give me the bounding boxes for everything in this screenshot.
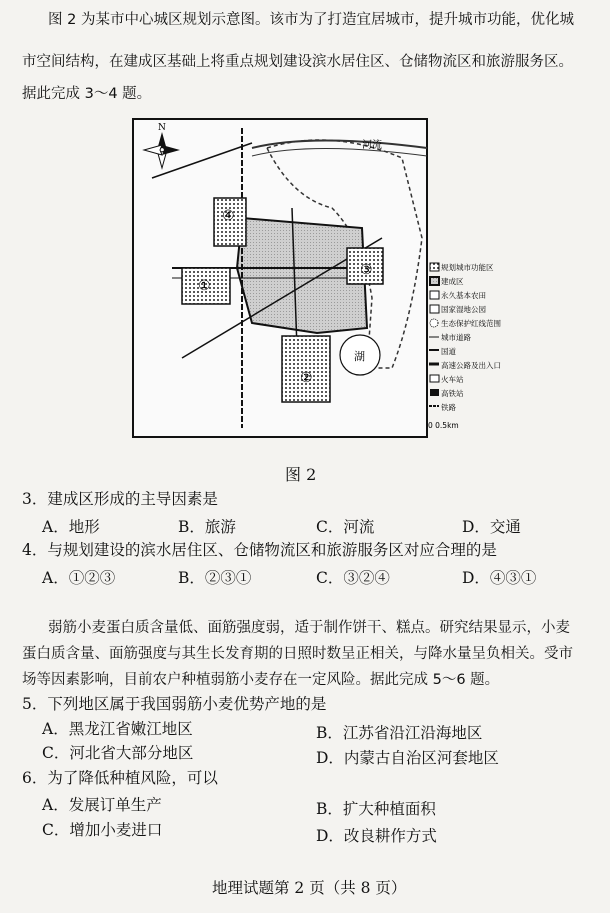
- legend-item: 永久基本农田: [441, 291, 486, 300]
- q3-option-d[interactable]: D．交通: [462, 518, 521, 536]
- q5-option-d[interactable]: D．内蒙古自治区河套地区: [316, 749, 499, 767]
- map-legend: [428, 262, 501, 430]
- q4-option-a[interactable]: A．①②③: [42, 569, 116, 587]
- north-label: N: [158, 123, 166, 133]
- q6-option-c[interactable]: C．增加小麦进口: [42, 821, 163, 839]
- intro-line-3: 据此完成 3～4 题。: [22, 86, 152, 102]
- q5-option-b[interactable]: B．江苏省沿江沿海地区: [316, 724, 483, 742]
- q6-stem: 6．为了降低种植风险，可以: [22, 769, 218, 787]
- legend-item: 铁路: [441, 403, 456, 412]
- q3-option-a[interactable]: A．地形: [42, 518, 100, 536]
- zone-label-3: ③: [360, 262, 373, 278]
- legend-item: 规划城市功能区: [441, 263, 494, 272]
- scale-bar: 0 0.5km: [428, 421, 459, 430]
- intro-line-2: 市空间结构，在建成区基础上将重点规划建设滨水居住区、仓储物流区和旅游服务区。: [22, 54, 573, 70]
- river-label: 河流: [362, 140, 382, 151]
- q3-option-c[interactable]: C．河流: [316, 518, 375, 536]
- legend-item: 国家湿地公园: [441, 305, 486, 314]
- q6-option-a[interactable]: A．发展订单生产: [42, 796, 162, 814]
- q6-option-b[interactable]: B．扩大种植面积: [316, 800, 436, 818]
- q4-option-d[interactable]: D．④③①: [462, 569, 537, 587]
- intro-line-1: 图 2 为某市中心城区规划示意图。该市为了打造宜居城市，提升城市功能，优化城: [48, 12, 574, 28]
- lake-label: 湖: [354, 350, 365, 363]
- q5-option-c[interactable]: C．河北省大部分地区: [42, 744, 194, 762]
- intro2-line-1: 弱筋小麦蛋白质含量低、面筋强度弱，适于制作饼干、糕点。研究结果显示，小麦: [48, 620, 570, 636]
- zone-label-4: ④: [222, 208, 235, 224]
- q4-stem: 4．与规划建设的滨水居住区、仓储物流区和旅游服务区对应合理的是: [22, 541, 497, 559]
- q3-option-b[interactable]: B．旅游: [178, 518, 236, 536]
- page-footer: 地理试题第 2 页（共 8 页）: [212, 879, 407, 897]
- legend-item: 建成区: [441, 277, 464, 286]
- intro2-line-2: 蛋白质含量、面筋强度与其生长发育期的日照时数呈正相关，与降水量呈负相关。受市: [22, 646, 573, 662]
- q6-option-d[interactable]: D．改良耕作方式: [316, 827, 437, 845]
- q5-stem: 5．下列地区属于我国弱筋小麦优势产地的是: [22, 695, 327, 713]
- q4-option-b[interactable]: B．②③①: [178, 569, 252, 587]
- legend-item: 火车站: [441, 375, 464, 384]
- legend-item: 高铁站: [441, 389, 464, 398]
- zone-label-1: ①: [198, 278, 211, 294]
- city-planning-map: [132, 118, 501, 438]
- q5-option-a[interactable]: A．黑龙江省嫩江地区: [42, 720, 193, 738]
- q4-option-c[interactable]: C．③②④: [316, 569, 390, 587]
- legend-item: 国道: [441, 347, 456, 356]
- legend-item: 高速公路及出入口: [441, 361, 501, 370]
- legend-item: 城市道路: [441, 333, 471, 342]
- q3-stem: 3．建成区形成的主导因素是: [22, 490, 218, 508]
- legend-item: 生态保护红线范围: [441, 319, 501, 328]
- figure-caption: 图 2: [285, 465, 317, 484]
- intro2-line-3: 场等因素影响，目前农户种植弱筋小麦存在一定风险。据此完成 5～6 题。: [22, 672, 500, 688]
- zone-label-2: ②: [300, 370, 313, 386]
